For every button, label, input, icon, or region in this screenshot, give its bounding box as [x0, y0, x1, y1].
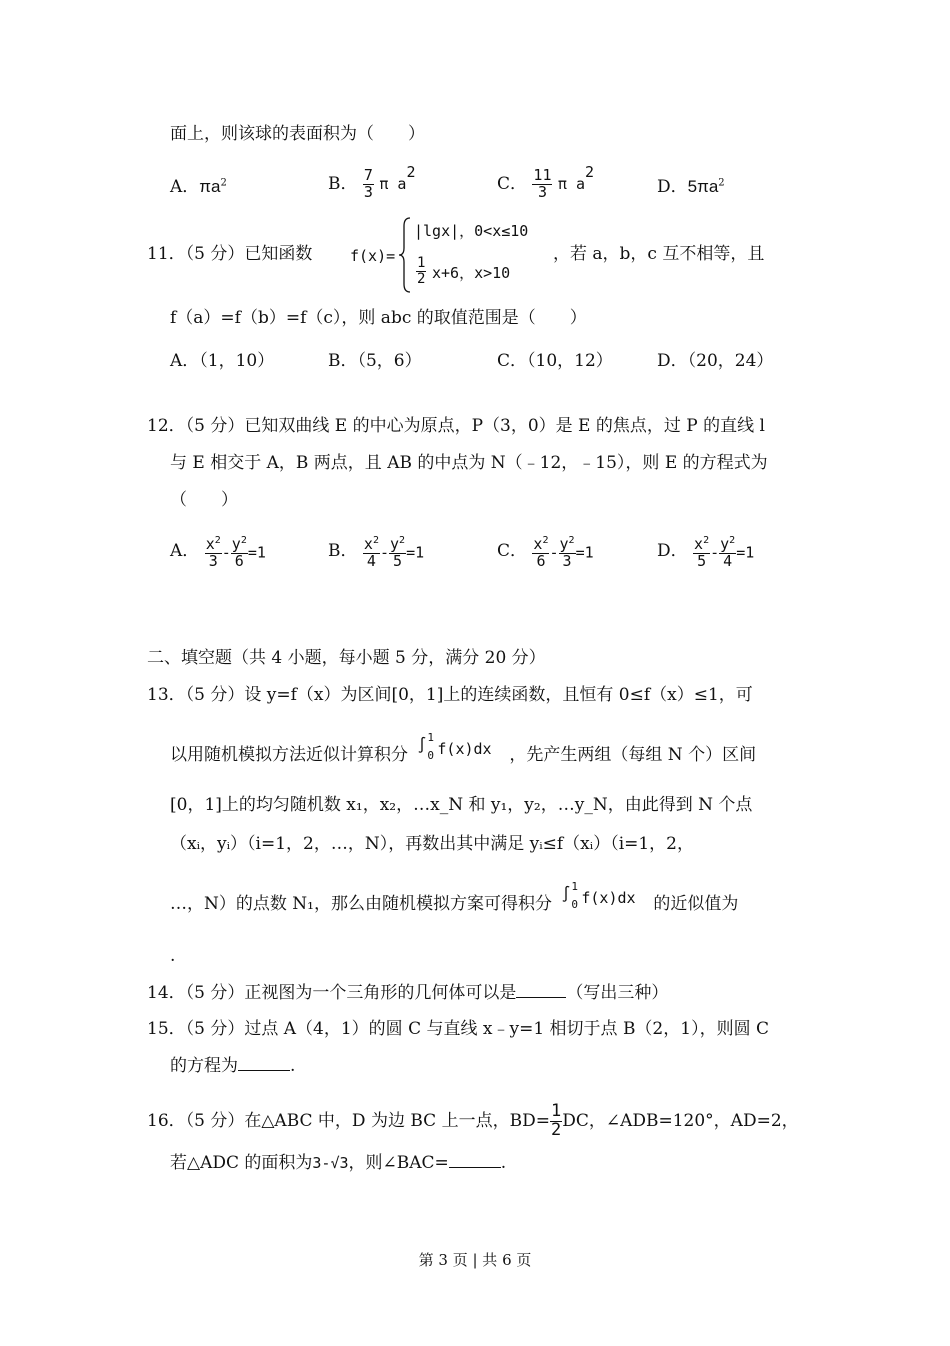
q11-line2: f（a）=f（b）=f（c），则 abc 的取值范围是（ ） — [170, 308, 587, 328]
q12-option-a: A． $\frac{x^2}{3}$ - $\frac{y^2}{6}$ =1 — [170, 535, 266, 570]
q11-line1-tail: ，若 a，b，c 互不相等，且 — [553, 244, 765, 264]
answer-blank — [449, 1167, 501, 1168]
q11-line1: 11．（5 分）已知函数 — [147, 244, 313, 264]
q10-option-d: D．$5\pi a^2$ — [657, 177, 725, 197]
q13-line5: …，N）的点数 N₁，那么由随机模拟方案可得积分 ∫ 1 0 f(x)dx 的近似值为 — [170, 880, 739, 914]
q11-option-c: C．（10，12） — [497, 351, 613, 371]
q11-piecewise-function: f(x)= |lgx|，0<x≤10 $\frac{1}{2}$ x+6，x>10 — [350, 216, 550, 296]
integral-expression: ∫ 1 0 f(x)dx — [417, 731, 492, 762]
q13-line3: [0，1]上的均匀随机数 x₁，x₂，…x_N 和 y₁，y₂，…y_N，由此得到 N 个点 — [170, 795, 753, 815]
q10-tail: 面上，则该球的表面积为（ ） — [170, 124, 425, 144]
q13-line4: （xᵢ，yᵢ）（i=1，2，…，N），再数出其中满足 yᵢ≤f（xᵢ）（i=1，2， — [170, 834, 695, 854]
q12-line3: （ ） — [170, 490, 238, 510]
q10-option-a: A．$\pi a^2$ — [170, 177, 227, 197]
q13-line2: 以用随机模拟方法近似计算积分 ∫ 1 0 f(x)dx ，先产生两组（每组 N 个）区间 — [170, 731, 757, 765]
answer-blank — [516, 997, 566, 998]
q10-option-c: C． $\frac{11}{3}$ π $a^2$ — [497, 163, 595, 201]
q11-option-b: B．（5，6） — [328, 351, 422, 371]
q14-text: 14．（5 分）正视图为一个三角形的几何体可以是 （写出三种） — [147, 983, 669, 1003]
q12-option-d: D． $\frac{x^2}{5}$ - $\frac{y^2}{4}$ =1 — [657, 535, 755, 570]
sqrt-expression: 3-√3 — [312, 1154, 349, 1172]
q12-line1: 12．（5 分）已知双曲线 E 的中心为原点，P（3，0）是 E 的焦点，过 P 的直线 l — [147, 416, 765, 436]
page-footer: 第 3 页 | 共 6 页 — [418, 1251, 532, 1269]
q13-line1: 13．（5 分）设 y=f（x）为区间[0，1]上的连续函数，且恒有 0≤f（x）≤1，可 — [147, 685, 753, 705]
section-2-heading: 二、填空题（共 4 小题，每小题 5 分，满分 20 分） — [147, 648, 546, 668]
answer-blank — [238, 1070, 290, 1071]
q13-line6: . — [170, 946, 176, 966]
q16-line1: 16．（5 分）在△ABC 中，D 为边 BC 上一点，BD= $\frac{1}{2}$ DC，∠ADB=120°，AD=2， — [147, 1101, 799, 1140]
q11-option-a: A．（1，10） — [170, 351, 275, 371]
q12-option-b: B． $\frac{x^2}{4}$ - $\frac{y^2}{5}$ =1 — [328, 535, 425, 570]
q11-option-d: D．（20，24） — [657, 351, 774, 371]
q15-line2: 的方程为 . — [170, 1056, 296, 1076]
q12-option-c: C． $\frac{x^2}{6}$ - $\frac{y^2}{3}$ =1 — [497, 535, 594, 570]
integral-expression: ∫ 1 0 f(x)dx — [561, 880, 636, 911]
q10-option-b: B． $\frac{7}{3}$ π $a^2$ — [328, 163, 416, 201]
q16-line2: 若△ADC 的面积为3-√3，则∠BAC= . — [170, 1153, 507, 1173]
q12-line2: 与 E 相交于 A，B 两点，且 AB 的中点为 N（﹣12，﹣15），则 E 的方程式为 — [170, 453, 768, 473]
left-brace-icon — [398, 216, 412, 294]
q15-line1: 15．（5 分）过点 A（4，1）的圆 C 与直线 x﹣y=1 相切于点 B（2，1），则圆 C — [147, 1019, 769, 1039]
